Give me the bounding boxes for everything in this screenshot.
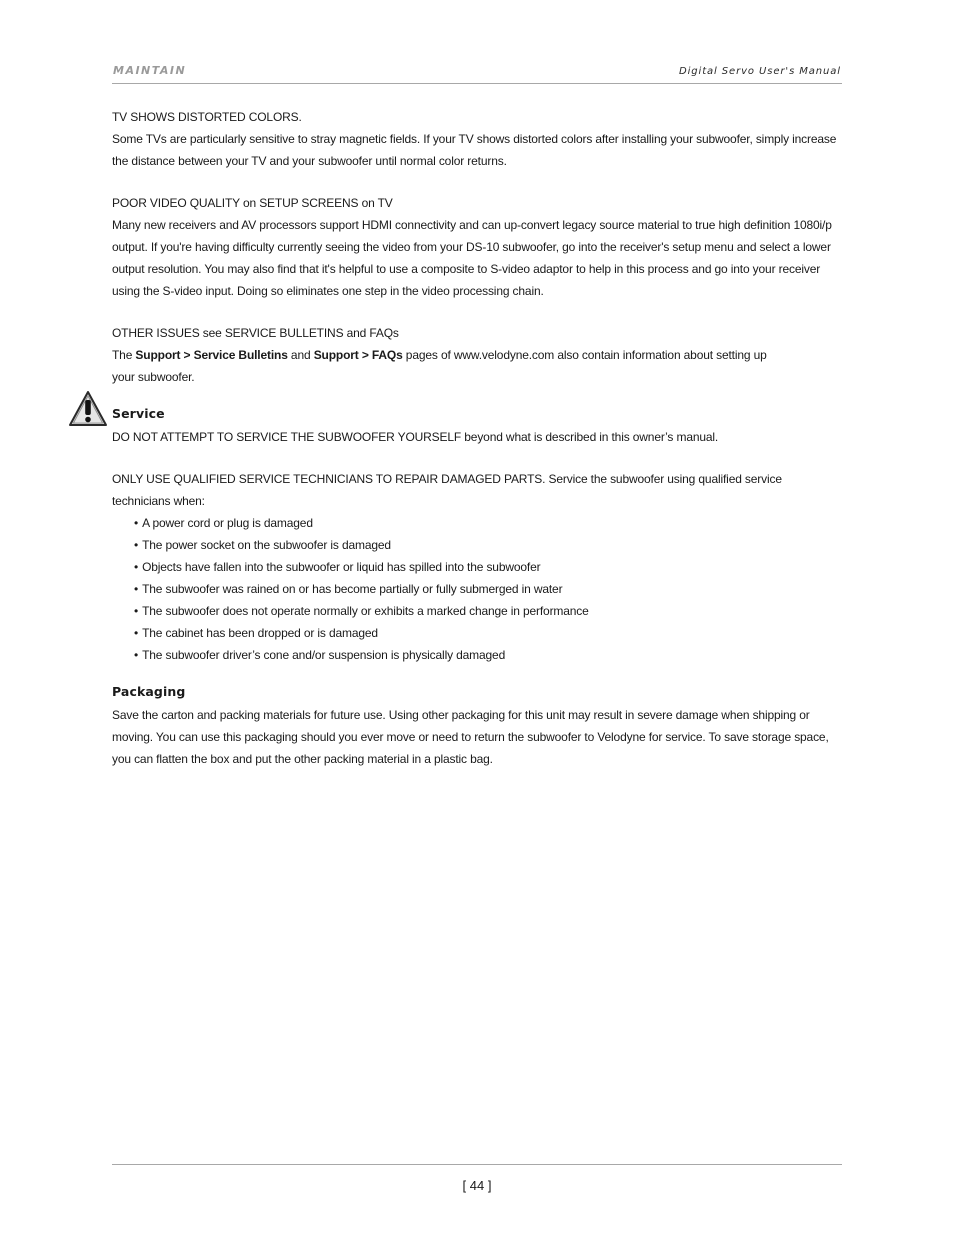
list-item: • A power cord or plug is damaged: [134, 512, 840, 534]
service-bullet-list: [112, 512, 840, 666]
faqs-link: Support > FAQs: [313, 348, 403, 362]
service-section: [112, 402, 840, 426]
list-item: • The subwoofer driver’s cone and/or suspension is physically damaged: [134, 644, 840, 666]
other-issues-suffix: pages of www.velodyne.com also contain information about setting up: [402, 348, 767, 362]
page-content: [112, 106, 840, 770]
list-item: • The cabinet has been dropped or is damaged: [134, 622, 840, 644]
footer-divider: [112, 1164, 842, 1165]
tv-colors-body: Some TVs are particularly sensitive to stray magnetic fields. If your TV shows distorted colors after installing your subwoofer, simply increase the distance between your TV and your subwoofer until normal color returns.: [112, 132, 837, 168]
list-item: • The power socket on the subwoofer is damaged: [134, 534, 840, 556]
header-divider: [112, 83, 842, 84]
other-issues-middle: and: [287, 348, 314, 362]
other-issues-suffix-line2: your subwoofer.: [112, 370, 195, 384]
header-section-label: MAINTAIN: [113, 64, 187, 77]
other-issues-prefix: The: [112, 348, 136, 362]
header-manual-title: Digital Servo User's Manual: [678, 66, 841, 77]
page-number: [ 44 ]: [462, 1178, 492, 1193]
packaging-heading: Packaging: [112, 684, 186, 699]
list-item: • The subwoofer does not operate normally or exhibits a marked change in performance: [134, 600, 840, 622]
service-bulletins-link: Support > Service Bulletins: [135, 348, 288, 362]
other-issues-body: [112, 344, 840, 388]
video-quality-body: Many new receivers and AV processors support HDMI connectivity and can up-convert legacy source material to true high definition 1080i/p output. If you're having difficulty currently seeing the video from your DS-10 subwoofer, go into the receiver's setup menu and select a lower output resolution. You may also find that it's helpful to use a composite to S-video adaptor to help in this process and go into your receiver using the S-video input. Doing so eliminates one step in the video processing chain.: [112, 218, 832, 298]
list-item: • The subwoofer was rained on or has become partially or fully submerged in water: [134, 578, 840, 600]
warning-exclamation-icon: [68, 390, 108, 428]
tv-colors-heading: TV SHOWS DISTORTED COLORS.: [112, 110, 302, 124]
service-qualified-text: ONLY USE QUALIFIED SERVICE TECHNICIANS TO REPAIR DAMAGED PARTS. Service the subwoofer using qualified service technicians when:: [112, 472, 782, 508]
other-issues-heading: OTHER ISSUES see SERVICE BULLETINS and FAQs: [112, 326, 399, 340]
packaging-body: Save the carton and packing materials for future use. Using other packaging for this unit may result in severe damage when shipping or moving. You can use this packaging should you ever move or need to return the subwoofer to Velodyne for service. To save storage space, you can flatten the box and put the other packing material in a plastic bag.: [112, 708, 829, 766]
list-item: • Objects have fallen into the subwoofer or liquid has spilled into the subwoofer: [134, 556, 840, 578]
service-warning: DO NOT ATTEMPT TO SERVICE THE SUBWOOFER YOURSELF beyond what is described in this owner’s manual.: [112, 430, 719, 444]
service-heading: Service: [112, 406, 165, 421]
video-quality-heading: POOR VIDEO QUALITY on SETUP SCREENS on TV: [112, 196, 393, 210]
